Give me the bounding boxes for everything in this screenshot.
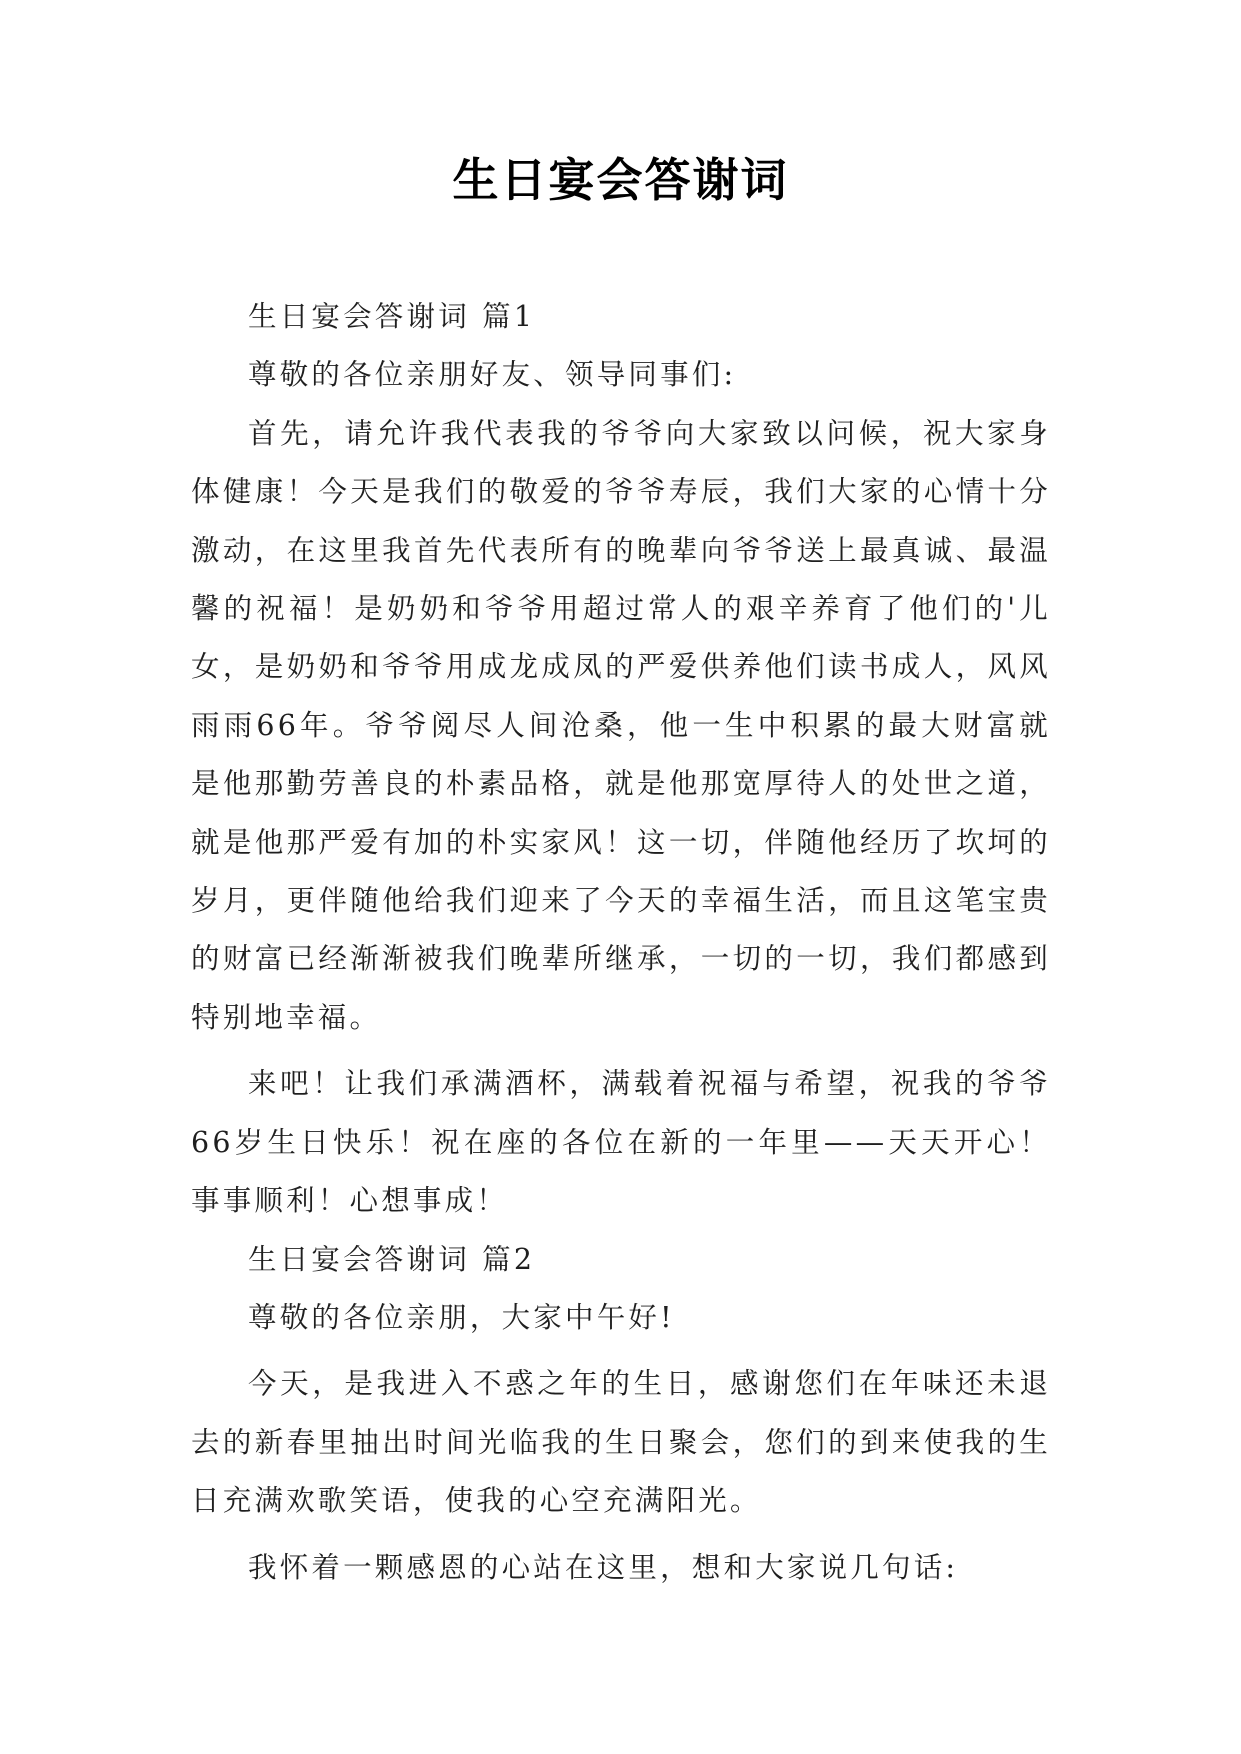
body-paragraph: 今天，是我进入不惑之年的生日，感谢您们在年味还未退去的新春里抽出时间光临我的生日聚会，您们的到来使我的生日充满欢歌笑语，使我的心空充满阳光。 [191,1367,1051,1518]
section-heading-2: 生日宴会答谢词 篇2 [248,1242,536,1276]
body-paragraph: 我怀着一颗感恩的心站在这里，想和大家说几句话: [248,1550,959,1584]
document-title: 生日宴会答谢词 [452,153,789,207]
body-paragraph: 来吧！让我们承满酒杯，满载着祝福与希望，祝我的爷爷66岁生日快乐！祝在座的各位在新的一年里——天天开心！事事顺利！心想事成！ [191,1067,1051,1218]
body-paragraph: 首先，请允许我代表我的爷爷向大家致以问候，祝大家身体健康！今天是我们的敬爱的爷爷寿辰，我们大家的心情十分激动，在这里我首先代表所有的晚辈向爷爷送上最真诚、最温馨的祝福！是奶奶和爷爷用超过常人的艰辛养育了他们的'儿女，是奶奶和爷爷用成龙成凤的严爱供养他们读书成人，风风雨雨66年。爷爷阅尽人间沧桑，他一生中积累的最大财富就是他那勤劳善良的朴素品格，就是他那宽厚待人的处世之道，就是他那严爱有加的朴实家风！这一切，伴随他经历了坎坷的岁月，更伴随他给我们迎来了今天的幸福生活，而且这笔宝贵的财富已经渐渐被我们晚辈所继承，一切的一切，我们都感到特别地幸福。 [191,416,1051,1034]
salutation-paragraph-2: 尊敬的各位亲朋，大家中午好! [248,1300,675,1334]
salutation-paragraph-1: 尊敬的各位亲朋好友、领导同事们: [248,358,737,392]
document-body [191,288,1051,1597]
section-heading-1: 生日宴会答谢词 篇1 [248,300,536,333]
